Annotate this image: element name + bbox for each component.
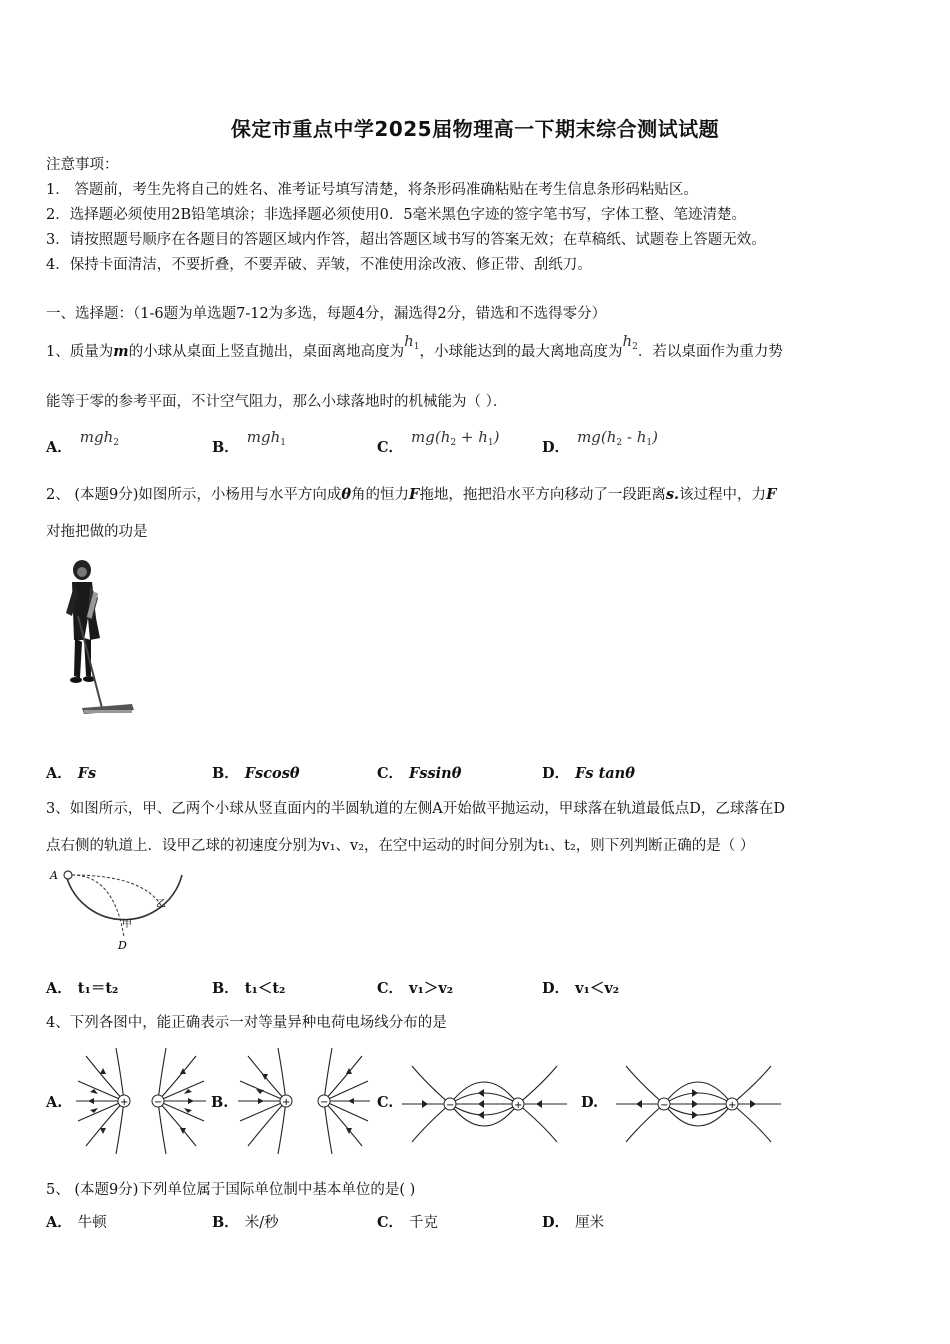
- q2-option-c[interactable]: C． Fssinθ: [377, 765, 462, 782]
- q3-option-c[interactable]: C． v₁＞v₂: [377, 980, 454, 997]
- charge-plus-a: +: [120, 1097, 129, 1108]
- question-1-line-2: 能等于零的参考平面，不计空气阻力，那么小球落地时的机械能为（ ）．: [46, 394, 508, 410]
- q4-option-c-label[interactable]: C.: [377, 1094, 394, 1111]
- q1-option-b[interactable]: B．mgh$_1$: [212, 428, 286, 456]
- q4-option-b-label[interactable]: B.: [211, 1094, 229, 1111]
- question-2-line-2: 对拖把做的功是: [46, 524, 148, 540]
- field-diagram-c[interactable]: [402, 1054, 567, 1154]
- q1-h1-symbol: $h_1$: [404, 332, 420, 352]
- question-3-line-2: 点右侧的轨道上．设甲乙球的初速度分别为v₁、v₂，在空中运动的时间分别为t₁、t₂，则下列判断正确的是（ ）: [46, 838, 755, 854]
- q2-option-b[interactable]: B． Fscosθ: [212, 765, 300, 782]
- q1-option-d[interactable]: D．$mg(h_2 - h_1)$: [542, 428, 659, 456]
- q5-option-d[interactable]: D． 厘米: [542, 1214, 605, 1231]
- notice-item-1: 1． 答题前，考生先将自己的姓名、准考证号填写清楚，将条形码准确粘贴在考生信息条形码粘贴区。: [46, 182, 698, 198]
- question-1-line-1: [46, 332, 783, 362]
- q3-option-a[interactable]: A． t₁＝t₂: [46, 980, 119, 997]
- q1-option-c[interactable]: C．$mg(h_2 + h_1)$: [377, 428, 500, 456]
- field-diagram-b[interactable]: [238, 1046, 368, 1156]
- semicircle-track-figure: [44, 865, 189, 955]
- charge-minus-a: −: [154, 1097, 163, 1108]
- q3-option-d[interactable]: D． v₁＜v₂: [542, 980, 620, 997]
- q5-option-c[interactable]: C． 千克: [377, 1214, 439, 1231]
- question-3-line-1: 3、如图所示，甲、乙两个小球从竖直面内的半圆轨道的左侧A开始做平抛运动，甲球落在轨道最低点D，乙球落在D: [46, 801, 785, 817]
- question-5-line-1: 5、 (本题9分)下列单位属于国际单位制中基本单位的是( ): [46, 1182, 416, 1198]
- notice-item-2: 2．选择题必须使用2B铅笔填涂；非选择题必须使用0．5毫米黑色字迹的签字笔书写，字体工整、笔迹清楚。: [46, 207, 747, 223]
- q2-option-a[interactable]: A． Fs: [46, 765, 97, 782]
- field-diagram-a[interactable]: [76, 1046, 206, 1156]
- page-title: 保定市重点中学2025届物理高一下期末综合测试试题: [230, 117, 720, 141]
- charge-plus-d: +: [728, 1100, 737, 1111]
- q1-text-4: ．若以桌面作为重力势: [637, 344, 783, 360]
- point-d-label: D: [118, 939, 127, 952]
- q5-option-a[interactable]: A． 牛顿: [46, 1214, 107, 1231]
- q1-mass-symbol: m: [113, 343, 129, 360]
- q1-option-a[interactable]: A．mgh$_2$: [46, 428, 119, 456]
- q3-option-b[interactable]: B． t₁＜t₂: [212, 980, 286, 997]
- notice-heading: 注意事项：: [46, 157, 119, 173]
- q1-text-2: 的小球从桌面上竖直抛出，桌面离地高度为: [128, 344, 405, 360]
- charge-minus-d: −: [660, 1100, 669, 1111]
- charge-minus-b: −: [320, 1097, 329, 1108]
- question-4-line-1: 4、下列各图中，能正确表示一对等量异种电荷电场线分布的是: [46, 1015, 447, 1031]
- mopping-person-figure: [60, 558, 140, 723]
- notice-item-4: 4．保持卡面清洁，不要折叠，不要弄破、弄皱，不准使用涂改液、修正带、刮纸刀。: [46, 257, 592, 273]
- question-2-line-1: 2、 (本题9分)如图所示，小杨用与水平方向成θ角的恒力F拖地，拖把沿水平方向移动了一段距离s.该过程中，力F: [46, 486, 777, 503]
- point-a-label: A: [50, 869, 58, 882]
- notice-item-3: 3．请按照题号顺序在各题目的答题区域内作答，超出答题区域书写的答案无效；在草稿纸、试题卷上答题无效。: [46, 232, 766, 248]
- charge-minus-c: −: [446, 1100, 455, 1111]
- q1-text-1: 1、质量为: [46, 344, 114, 360]
- q1-h2-symbol: $h_2$: [622, 332, 638, 352]
- q4-option-d-label[interactable]: D.: [581, 1094, 599, 1111]
- q4-option-a-label[interactable]: A.: [46, 1094, 63, 1111]
- charge-plus-b: +: [282, 1097, 291, 1108]
- ball-jia-label: 甲: [122, 919, 132, 930]
- q2-option-d[interactable]: D． Fs tanθ: [542, 765, 635, 782]
- charge-plus-c: +: [514, 1100, 523, 1111]
- q5-option-b[interactable]: B． 米/秒: [212, 1214, 279, 1231]
- section-heading: 一、选择题：（1-6题为单选题7-12为多选，每题4分，漏选得2分，错选和不选得零分）: [46, 306, 607, 322]
- ball-yi-label: 乙: [156, 899, 166, 910]
- field-diagram-d[interactable]: [616, 1054, 781, 1154]
- q1-text-3: ，小球能达到的最大离地高度为: [419, 344, 623, 360]
